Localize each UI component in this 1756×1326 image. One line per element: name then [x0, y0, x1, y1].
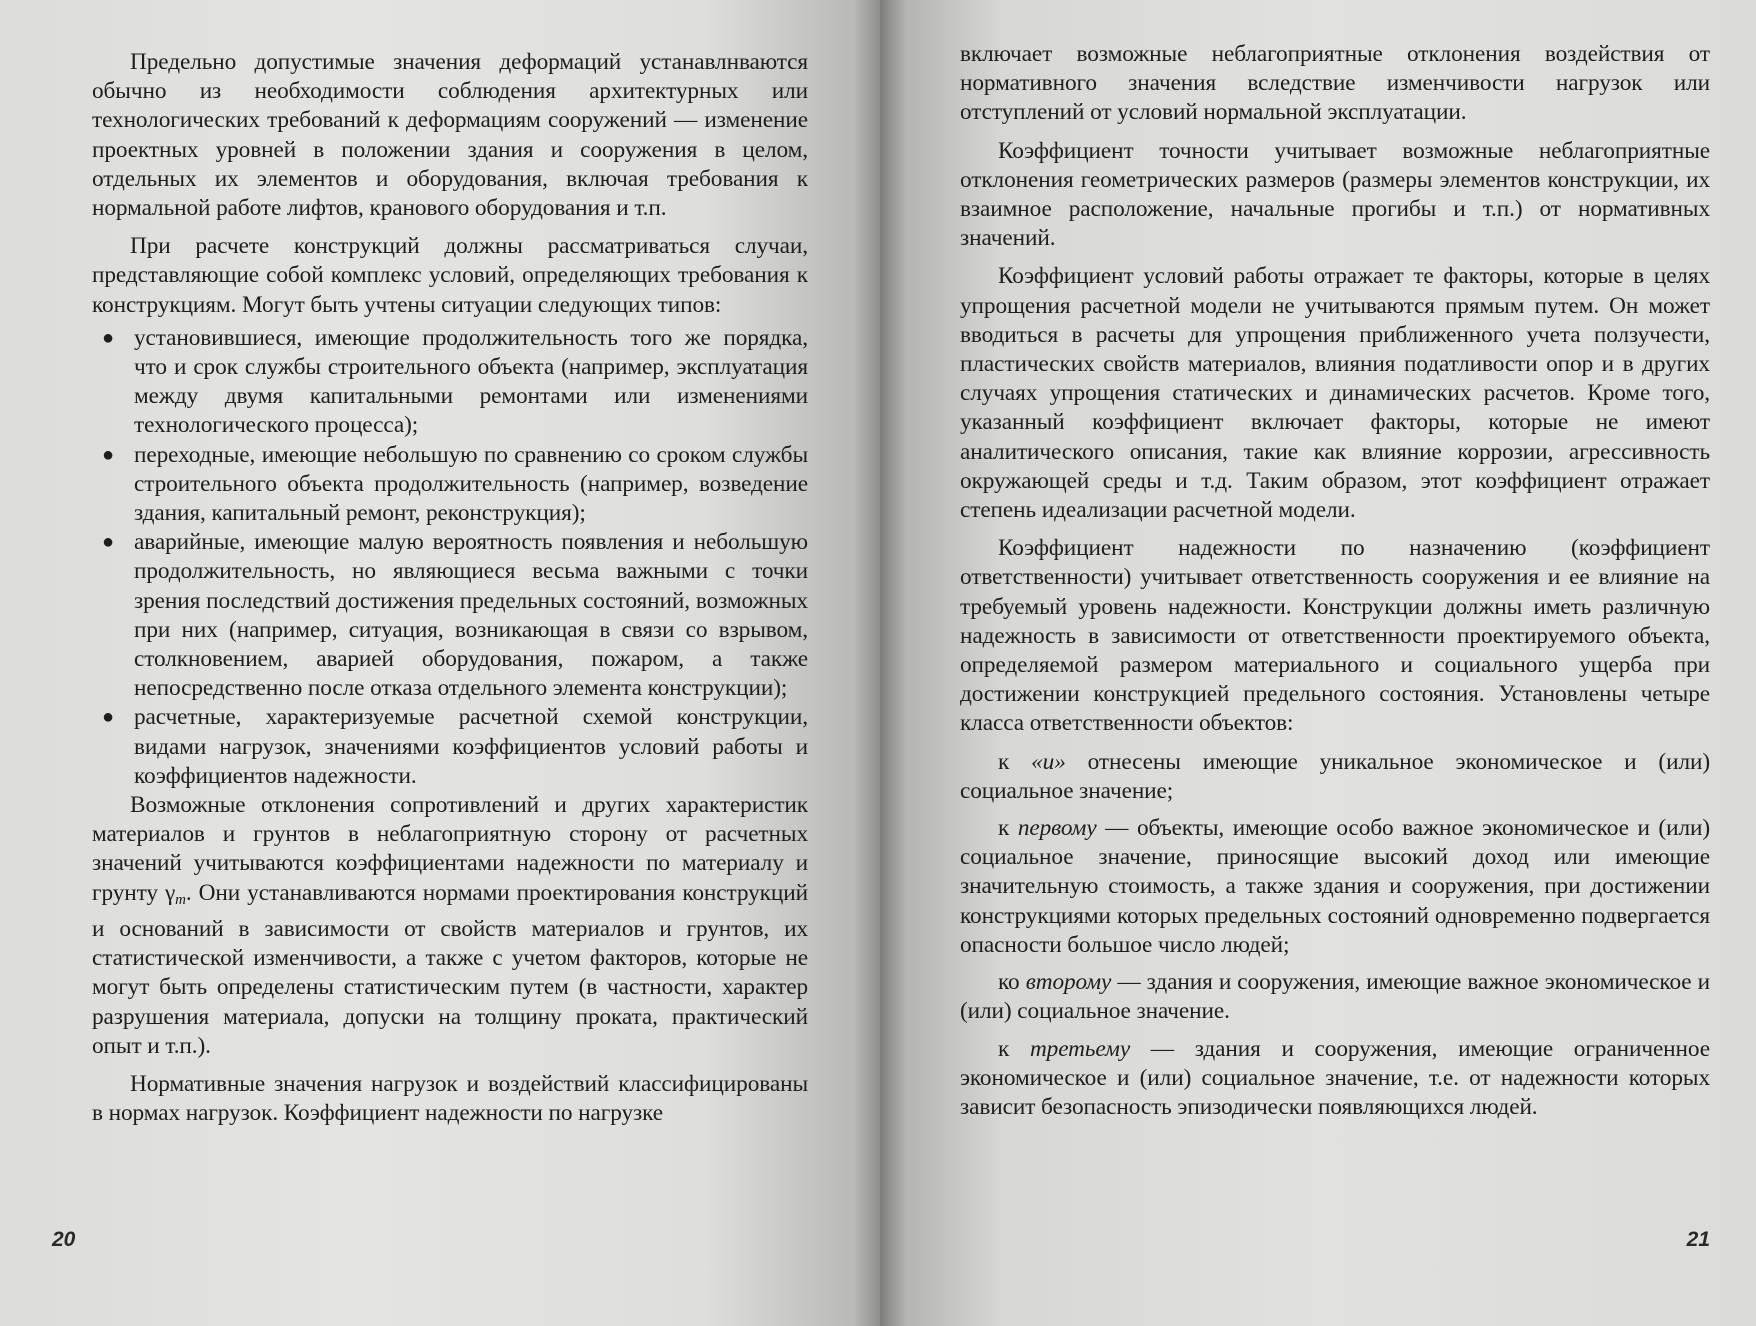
page-number-left: 20	[52, 1228, 76, 1251]
list-item: ● аварийные, имеющие малую вероятность появления и небольшую продолжительность, но являющиеся весьма важными с точки зрения последствий достижения предельных состояний, возможных при них (например, ситуация, возникающая в связи со взрывом, столкновением, аварией оборудования, пожаром, а также непосредственно после отказа отдельного элемента конструкции);	[102, 529, 808, 702]
gamma-subscript: m	[175, 891, 186, 908]
class-item: к «и» отнесены имеющие уникальное экономическое и (или) социальное значение;	[960, 748, 1710, 804]
page-number-right: 21	[1686, 1228, 1710, 1251]
paragraph: Коэффициент точности учитывает возможные неблагоприятные отклонения геометрических размеров (размеры элементов конструкции, их взаимное расположение, начальные прогибы и т.п.) от нормативных значений.	[960, 137, 1710, 252]
list-item: ● переходные, имеющие небольшую по сравнению со сроком службы строительного объекта продолжительность (например, возведение здания, капитальный ремонт, реконструкция);	[102, 441, 808, 527]
paragraph-continuation: включает возможные неблагоприятные отклонения воздействия от нормативного значения вследствие изменчивости нагрузок или отступлений от условий нормальной эксплуатации.	[960, 41, 1710, 126]
class-item: к первому — объекты, имеющие особо важное экономическое и (или) социальное значение, приносящие высокий доход или имеющие значительную стоимость, а также здания и сооружения, при достижении конструкциями которых предельных состояний одновременно подвергается опасности большое число людей;	[960, 815, 1711, 958]
list-item: ● расчетные, характеризуемые расчетной схемой конструкции, видами нагрузок, значениями коэффициентов условий работы и коэффициентов надежности.	[102, 704, 808, 789]
situation-list	[92, 324, 808, 791]
paragraph: Коэффициент надежности по назначению (коэффициент ответственности) учитывает ответственность сооружения и ее влияние на требуемый уровень надежности. Конструкции должны иметь различную надежность в зависимости от ответственности проектируемого объекта, определяемой размером материального и социального ущерба при достижении конструкцией предельного состояния. Установлены четыре класса ответственности объектов:	[960, 535, 1710, 737]
paragraph-loads: Нормативные значения нагрузок и воздействий классифицированы в нормах нагрузок. Коэффициент надежности по нагрузке	[92, 1070, 808, 1127]
right-page	[880, 0, 1756, 1326]
left-page-text	[92, 48, 808, 1128]
paragraph-materials: Возможные отклонения сопротивлений и других характеристик материалов и грунтов в неблагоприятную сторону от расчетных значений учитываются коэффициентами надежности по материалу и грунту $\gamma_m$. Они устанавливаются нормами проектирования конструкций и оснований в зависимости от свойств материалов и грунтов, их статистической изменчивости, а также с учетом факторов, которые не могут быть определены статистическим путем (в частности, характер разрушения материала, допуски на толщину проката, практический опыт и т.п.).	[92, 792, 808, 1059]
paragraph: Предельно допустимые значения деформаций устанавлнваются обычно из необходимости соблюдения архитектурных или технологических требований к деформациям сооружений — изменение проектных уровней в положении здания и сооружения в целом, отдельных их элементов и оборудования, включая требования к нормальной работе лифтов, кранового оборудования и т.п.	[92, 49, 808, 222]
bullet-icon: ●	[102, 706, 114, 729]
class-item: ко второму — здания и сооружения, имеющие важное экономическое и (или) социальное значение.	[960, 969, 1710, 1025]
list-item: ● установившиеся, имеющие продолжительность того же порядка, что и срок службы строительного объекта (например, эксплуатация между двумя капитальными ремонтами или изменениями технологического процесса);	[102, 324, 808, 439]
paragraph: При расчете конструкций должны рассматриваться случаи, представляющие собой комплекс условий, определяющих требования к конструкциям. Могут быть учтены ситуации следующих типов:	[92, 233, 808, 318]
bullet-icon: ●	[102, 326, 114, 349]
right-page-text	[960, 40, 1710, 1122]
bullet-icon: ●	[102, 443, 114, 466]
bullet-icon: ●	[102, 531, 114, 554]
paragraph: Коэффициент условий работы отражает те факторы, которые в целях упрощения расчетной модели не учитываются прямым путем. Он может вводиться в расчеты для упрощения приближенного учета ползучести, пластических свойств материалов, влияния податливости опор и в других случаях упрощения статических и динамических расчетов. Кроме того, указанный коэффициент включает факторы, которые не имеют аналитического описания, такие как влияние коррозии, агрессивность окружающей среды и т.д. Таким образом, этот коэффициент отражает степень идеализации расчетной модели.	[960, 263, 1710, 524]
class-item: к третьему — здания и сооружения, имеющие ограниченное экономическое и (или) социальное значение, т.е. от надежности которых зависит безопасность эпизодически появляющихся людей.	[960, 1035, 1710, 1120]
